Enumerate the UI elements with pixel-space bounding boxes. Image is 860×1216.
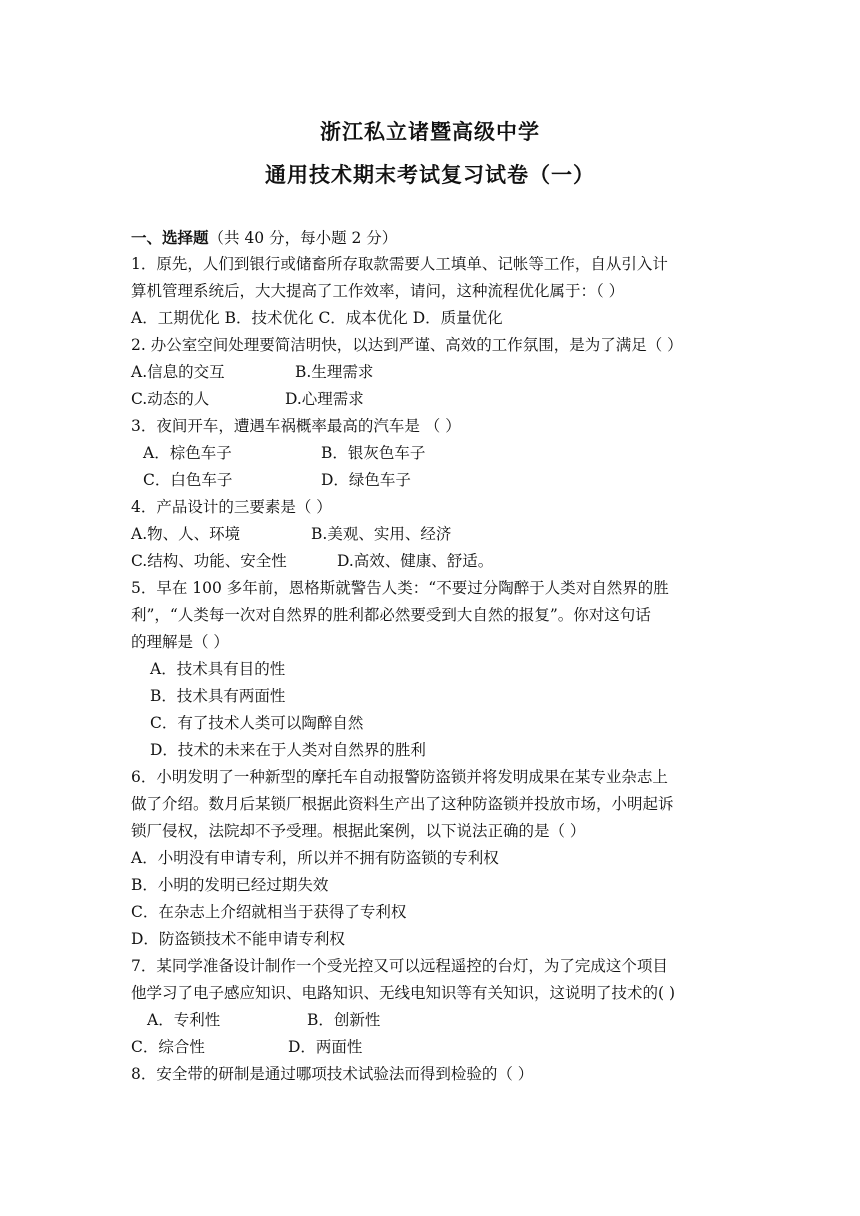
q6-option-c: C．在杂志上介绍就相当于获得了专利权 [131,903,407,921]
question-2-line-1: 2. 办公室空间处理要简洁明快，以达到严谨、高效的工作氛围，是为了满足（ ） [131,336,683,354]
q7-option-a: A．专利性 [147,1011,221,1029]
question-7-options-row-1 [131,1007,731,1034]
q2-option-a: A.信息的交互 [131,363,225,381]
q3-option-b: B．银灰色车子 [321,444,426,462]
q6-option-a: A．小明没有申请专利，所以并不拥有防盗锁的专利权 [131,849,499,867]
question-7-options-row-2 [131,1034,731,1061]
q7-option-d: D．两面性 [288,1038,363,1056]
q2-option-d: D.心理需求 [285,390,364,408]
question-6-line-3: 锁厂侵权，法院却不予受理。根据此案例，以下说法正确的是（ ） [131,822,586,840]
q4-option-a: A.物、人、环境 [131,525,241,543]
exam-title: 通用技术期末考试复习试卷（一） [265,163,595,187]
question-3-options-row-1 [131,440,731,467]
q2-option-b: B.生理需求 [295,363,374,381]
q3-option-a: A．棕色车子 [143,444,232,462]
question-5-line-2: 利”，“人类每一次对自然界的胜利都必然要受到大自然的报复”。你对这句话 [131,606,651,624]
q6-option-d: D．防盗锁技术不能申请专利权 [131,930,345,948]
q5-option-d: D．技术的未来在于人类对自然界的胜利 [150,741,426,759]
question-5-line-3: 的理解是（ ） [131,633,229,651]
question-4-line-1: 4．产品设计的三要素是（ ） [131,498,332,516]
q4-option-d: D.高效、健康、舒适。 [337,552,494,570]
question-7-line-1: 7．某同学准备设计制作一个受光控又可以远程遥控的台灯，为了完成这个项目 [131,957,668,975]
section-heading [131,224,731,251]
q7-option-c: C．综合性 [131,1038,205,1056]
q3-option-d: D．绿色车子 [321,471,411,489]
question-2-options-row-2 [131,386,731,413]
question-3-options-row-2 [131,467,731,494]
q7-option-b: B．创新性 [307,1011,381,1029]
q2-option-c: C.动态的人 [131,390,210,408]
question-1-line-1: 1．原先，人们到银行或储畜所存取款需要人工填单、记帐等工作，自从引入计 [131,255,668,273]
question-5-line-1: 5．早在 100 多年前，恩格斯就警告人类：“不要过分陶醉于人类对自然界的胜 [131,579,669,597]
question-4-options-row-1 [131,521,731,548]
question-7-line-2: 他学习了电子感应知识、电路知识、无线电知识等有关知识，这说明了技术的( ) [131,984,676,1002]
school-title: 浙江私立诸暨高级中学 [320,120,540,144]
q4-option-c: C.结构、功能、安全性 [131,552,287,570]
q4-option-b: B.美观、实用、经济 [311,525,452,543]
q5-option-b: B．技术具有两面性 [150,687,286,705]
q3-option-c: C．白色车子 [143,471,233,489]
q5-option-c: C．有了技术人类可以陶醉自然 [150,714,364,732]
section-note: （共 40 分，每小题 2 分） [208,229,398,247]
question-1-line-2: 算机管理系统后，大大提高了工作效率，请问，这种流程优化属于：（ ） [131,282,625,300]
question-2-options-row-1 [131,359,731,386]
question-6-line-2: 做了介绍。数月后某锁厂根据此资料生产出了这种防盗锁并投放市场，小明起诉 [131,795,674,813]
section-title: 一、选择题 [131,228,209,247]
q6-option-b: B．小明的发明已经过期失效 [131,876,329,894]
question-6-line-1: 6．小明发明了一种新型的摩托车自动报警防盗锁并将发明成果在某专业杂志上 [131,768,668,786]
q5-option-a: A．技术具有目的性 [150,660,286,678]
question-4-options-row-2 [131,548,731,575]
question-3-line-1: 3．夜间开车，遭遇车祸概率最高的汽车是 （ ） [131,417,461,435]
question-8-line-1: 8．安全带的研制是通过哪项技术试验法而得到检验的（ ） [131,1065,534,1083]
question-1-options: A．工期优化 B．技术优化 C．成本优化 D．质量优化 [131,309,503,327]
